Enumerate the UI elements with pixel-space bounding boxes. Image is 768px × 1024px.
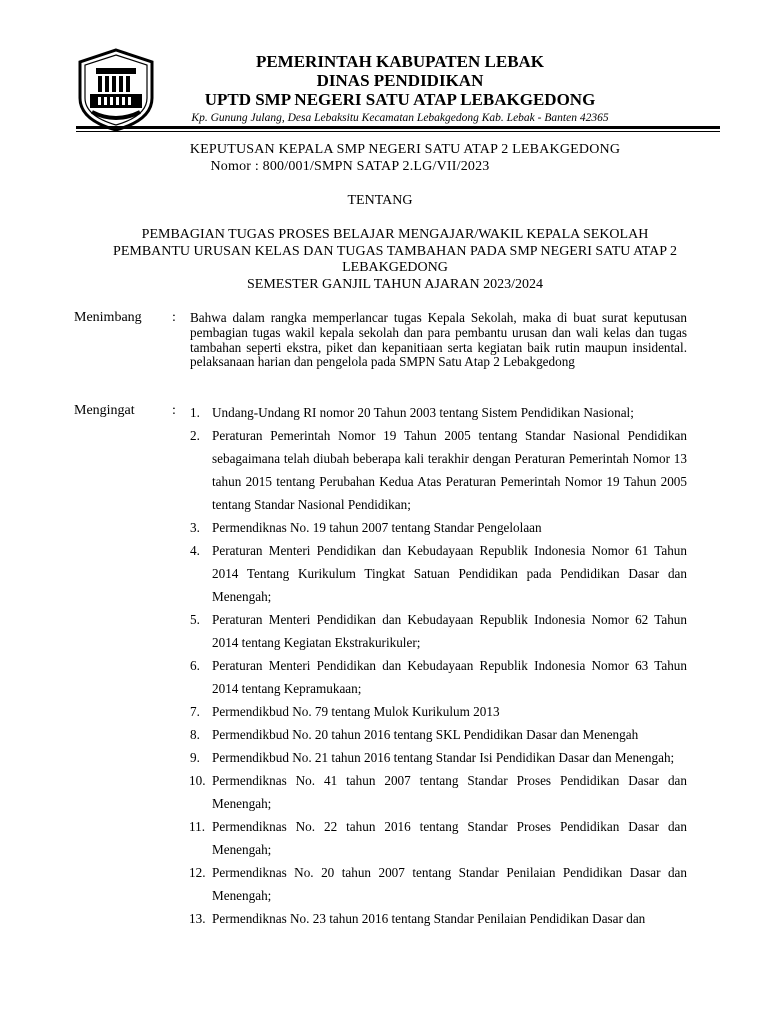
letterhead-department: DINAS PENDIDIKAN — [316, 71, 484, 90]
list-item-number: 2. — [190, 428, 200, 443]
letterhead-divider-thin — [76, 131, 720, 132]
list-item-text: Peraturan Pemerintah Nomor 19 Tahun 2005 tentang Standar Nasional Pendidikan sebagaimana telah diubah beberapa kali terakhir dengan Peraturan Pemerintah Nomor 13 tahun 2015 tentang Perubahan Kedua Atas Peraturan Pemerintah Nomor 19 Tahun 2005 tentang Standar Nasional Pendidikan; — [212, 428, 687, 512]
decree-subject — [70, 227, 720, 293]
list-item-text: Peraturan Menteri Pendidikan dan Kebudayaan Republik Indonesia Nomor 61 Tahun 2014 Tentang Kurikulum Tingkat Satuan Pendidikan pada Pendidikan Dasar dan Menengah; — [212, 543, 687, 604]
subject-line: SEMESTER GANJIL TAHUN AJARAN 2023/2024 — [246, 276, 543, 292]
list-item — [190, 861, 687, 907]
mengingat-colon: : — [172, 403, 176, 418]
mengingat-label: Mengingat — [74, 403, 135, 418]
list-item-number: 6. — [190, 658, 200, 673]
menimbang-text: Bahwa dalam rangka memperlancar tugas Kepala Sekolah, maka di buat surat keputusan pembagian tugas wakil kepala sekolah dan para pembantu urusan dan wali kelas dan tugas tambahan seperti ekstra, piket dan kepanitiaan serta kegiatan baik rutin maupun insidental. pelaksanaan harian dan pengelola pada SMPN Satu Atap 2 Lebakgedong — [190, 310, 687, 370]
decree-number: Nomor : 800/001/SMPN SATAP 2.LG/VII/2023 — [210, 159, 490, 174]
list-item — [190, 516, 687, 539]
list-item — [190, 723, 687, 746]
list-item-text: Permendikbud No. 79 tentang Mulok Kurikulum 2013 — [212, 704, 500, 719]
list-item-text: Peraturan Menteri Pendidikan dan Kebudayaan Republik Indonesia Nomor 63 Tahun 2014 tentang Kepramukaan; — [212, 658, 687, 696]
list-item-number: 12. — [189, 865, 206, 880]
list-item-number: 5. — [190, 612, 200, 627]
list-item — [190, 746, 687, 769]
list-item-text: Undang-Undang RI nomor 20 Tahun 2003 tentang Sistem Pendidikan Nasional; — [212, 405, 634, 420]
school-crest-icon — [76, 48, 156, 132]
list-item-number: 9. — [190, 750, 200, 765]
list-item — [190, 907, 687, 930]
list-item-number: 11. — [189, 819, 205, 834]
list-item-text: Permendiknas No. 20 tahun 2007 tentang Standar Penilaian Pendidikan Dasar dan Menengah; — [212, 865, 687, 903]
letterhead-address: Kp. Gunung Julang, Desa Lebaksitu Kecamatan Lebakgedong Kab. Lebak - Banten 42365 — [191, 112, 609, 124]
list-item-text: Permendikbud No. 21 tahun 2016 tentang Standar Isi Pendidikan Dasar dan Menengah; — [212, 750, 675, 765]
letterhead-government: PEMERINTAH KABUPATEN LEBAK — [255, 52, 545, 71]
list-item-number: 7. — [190, 704, 200, 719]
decree-title: KEPUTUSAN KEPALA SMP NEGERI SATU ATAP 2 LEBAKGEDONG — [189, 142, 621, 157]
list-item — [190, 539, 687, 608]
mengingat-list — [190, 401, 687, 930]
subject-line: LEBAKGEDONG — [342, 260, 448, 275]
list-item-text: Permendiknas No. 23 tahun 2016 tentang Standar Penilaian Pendidikan Dasar dan — [212, 911, 646, 926]
list-item — [190, 424, 687, 516]
list-item-number: 10. — [189, 773, 206, 788]
list-item-number: 13. — [189, 911, 206, 926]
list-item-text: Permendiknas No. 41 tahun 2007 tentang Standar Proses Pendidikan Dasar dan Menengah; — [212, 773, 687, 811]
subject-line: PEMBAGIAN TUGAS PROSES BELAJAR MENGAJAR/WAKIL KEPALA SEKOLAH — [141, 227, 649, 242]
letterhead — [160, 52, 640, 125]
list-item — [190, 815, 687, 861]
list-item-number: 1. — [190, 405, 200, 420]
menimbang-colon: : — [172, 310, 176, 325]
list-item-text: Peraturan Menteri Pendidikan dan Kebudayaan Republik Indonesia Nomor 62 Tahun 2014 tentang Kegiatan Ekstrakurikuler; — [212, 612, 687, 650]
subject-line: PEMBANTU URUSAN KELAS DAN TUGAS TAMBAHAN PADA SMP NEGERI SATU ATAP 2 — [113, 243, 677, 259]
list-item-text: Permendikbud No. 20 tahun 2016 tentang SKL Pendidikan Dasar dan Menengah — [212, 727, 639, 742]
list-item — [190, 401, 687, 424]
list-item-number: 3. — [190, 520, 200, 535]
menimbang-label: Menimbang — [74, 310, 142, 325]
list-item — [190, 700, 687, 723]
letterhead-divider — [76, 126, 720, 129]
list-item-number: 4. — [190, 543, 200, 558]
list-item — [190, 608, 687, 654]
list-item-number: 8. — [190, 727, 200, 742]
list-item-text: Permendiknas No. 22 tahun 2016 tentang Standar Proses Pendidikan Dasar dan Menengah; — [212, 819, 687, 857]
letterhead-school: UPTD SMP NEGERI SATU ATAP LEBAKGEDONG — [204, 90, 596, 109]
list-item-text: Permendiknas No. 19 tahun 2007 tentang Standar Pengelolaan — [212, 520, 542, 535]
decree-about: TENTANG — [347, 193, 413, 208]
list-item — [190, 769, 687, 815]
list-item — [190, 654, 687, 700]
